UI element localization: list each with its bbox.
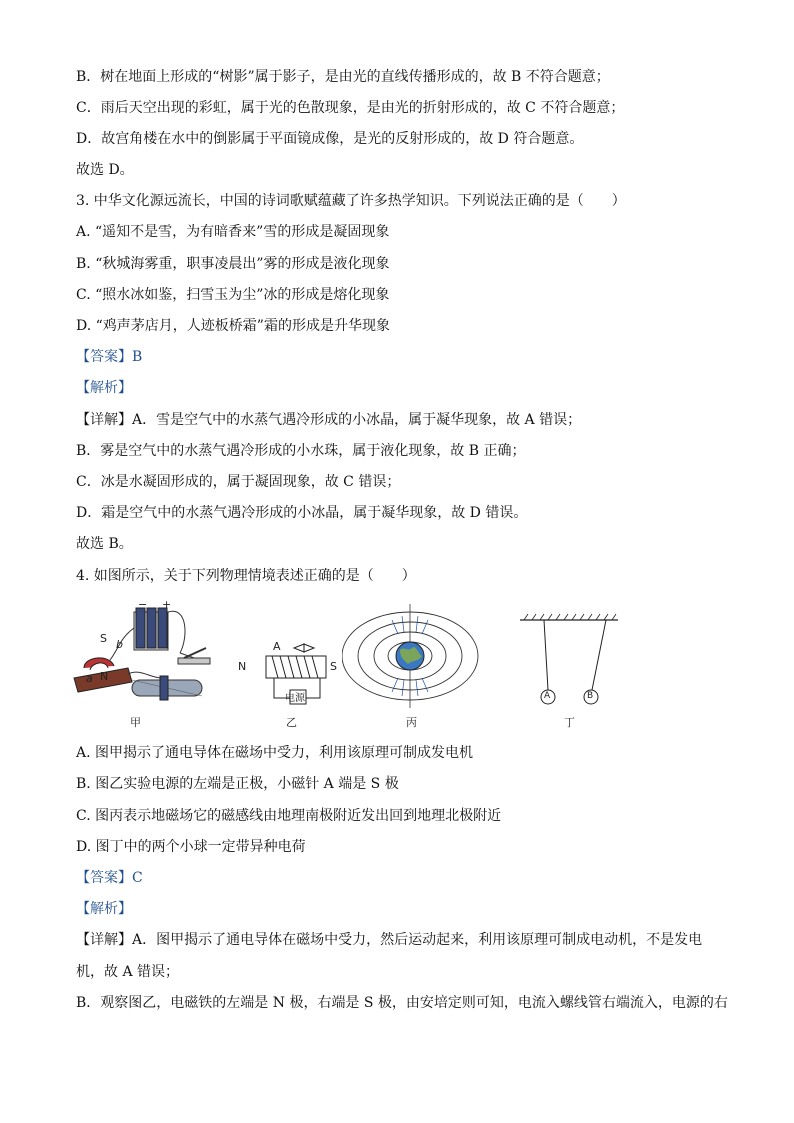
yi-power-label: 电源 <box>285 693 305 704</box>
text-line: B．雾是空气中的水蒸气遇冷形成的小水珠，属于液化现象，故 B 正确； <box>76 443 526 459</box>
figure-row <box>70 598 650 728</box>
text-line: C．冰是水凝固形成的，属于凝固现象，故 C 错误； <box>76 474 401 490</box>
ding-ball-a: A <box>544 691 551 701</box>
text-line: 【详解】A．图甲揭示了通电导体在磁场中受力，然后运动起来，利用该原理可制成电动机，不是发电 <box>76 932 703 948</box>
ding-ball-b: B <box>587 691 594 701</box>
jia-label-n: N <box>100 670 109 683</box>
answer-tag: 【答案】C <box>76 870 143 886</box>
jia-label-plus: + <box>162 598 172 611</box>
analysis-tag: 【解析】 <box>76 901 132 917</box>
text-line: D．故宫角楼在水中的倒影属于平面镜成像，是光的反射形成的，故 D 符合题意。 <box>76 131 584 147</box>
yi-caption: 乙 <box>286 716 297 729</box>
figure-bing <box>342 598 492 708</box>
question-3-stem: 3. 中华文化源远流长，中国的诗词歌赋蕴藏了许多热学知识。下列说法正确的是（ ） <box>76 193 626 209</box>
yi-label-a: A <box>273 640 281 653</box>
text-line: B．观察图乙，电磁铁的左端是 N 极，右端是 S 极，由安培定则可知，电流入螺线管右端流入，电源的右 <box>76 995 728 1011</box>
jia-caption: 甲 <box>130 716 141 729</box>
yi-label-n: N <box>238 660 247 673</box>
option-c: C. 图丙表示地磁场它的磁感线由地理南极附近发出回到地理北极附近 <box>76 808 502 824</box>
question-4-stem: 4. 如图所示，关于下列物理情境表述正确的是（ ） <box>76 568 416 584</box>
text-line: 机，故 A 错误； <box>76 964 180 980</box>
option-a: A. 图甲揭示了通电导体在磁场中受力，利用该原理可制成发电机 <box>76 745 474 761</box>
text-line: 【详解】A．雪是空气中的水蒸气遇冷形成的小冰晶，属于凝华现象，故 A 错误； <box>76 412 582 428</box>
figure-ding <box>514 598 624 708</box>
jia-label-s: S <box>100 632 107 645</box>
option-d: D. 图丁中的两个小球一定带异种电荷 <box>76 839 306 855</box>
figure-jia <box>70 598 215 708</box>
yi-label-s: S <box>330 660 337 673</box>
jia-label-b: b <box>116 638 123 651</box>
text-line: D．霜是空气中的水蒸气遇冷形成的小冰晶，属于凝华现象，故 D 错误。 <box>76 505 528 521</box>
jia-label-a: a <box>86 672 93 685</box>
option-d: D. “鸡声茅店月，人迹板桥霜”霜的形成是升华现象 <box>76 318 390 334</box>
bing-caption: 丙 <box>406 716 417 729</box>
text-line: 故选 D。 <box>76 162 134 178</box>
text-line: C．雨后天空出现的彩虹，属于光的色散现象，是由光的折射形成的，故 C 不符合题意； <box>76 100 625 116</box>
ding-caption: 丁 <box>564 716 575 729</box>
analysis-tag: 【解析】 <box>76 380 132 396</box>
option-c: C. “照水冰如鉴，扫雪玉为尘”冰的形成是熔化现象 <box>76 287 390 303</box>
text-line: 故选 B。 <box>76 536 133 552</box>
option-b: B. 图乙实验电源的左端是正极，小磁针 A 端是 S 极 <box>76 776 399 792</box>
option-a: A. “遥知不是雪，为有暗香来”雪的形成是凝固现象 <box>76 224 390 240</box>
jia-label-minus: − <box>138 598 148 611</box>
text-line: B．树在地面上形成的“树影”属于影子，是由光的直线传播形成的，故 B 不符合题意； <box>76 69 610 85</box>
option-b: B. “秋城海雾重，职事凌晨出”雾的形成是液化现象 <box>76 256 390 272</box>
answer-tag: 【答案】B <box>76 349 143 365</box>
